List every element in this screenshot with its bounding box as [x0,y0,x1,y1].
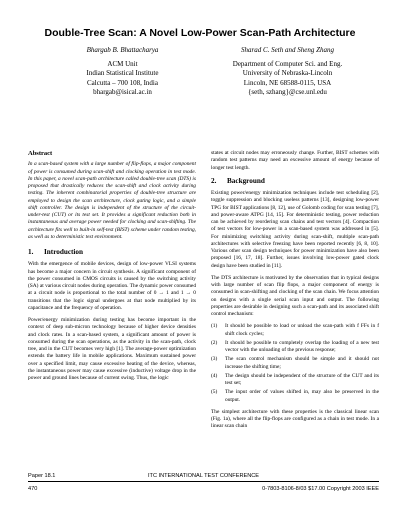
paper-title: Double-Tree Scan: A Novel Low-Power Scan-Path Architecture [44,27,356,39]
background-paragraph-2: The DTS architecture is motivated by the observation that in typical designs with large number of scan flip flops, a major component of energy is consumed in scan-shifting and clocking of the scan chain. We focus attention on designs with a single serial scan input and output. The following properties are desirable in designing such a scan-path and its associated shift control mechanism: [211,274,379,317]
background-paragraph-1: Existing power/energy minimization techniques include test scheduling [2], toggle suppression and blocking useless patterns [13], designing low-power TPG for BIST applications [8, 12], use of Golomb coding for scan testing [7], and power-aware ATPG [14, 15]. For deterministic testing, power reduction can be achieved by reordering scan chains and test vectors [4]. Compaction of test vectors for low-power in a scan-based system was addressed in [5]. For minimizing switching activity during scan-shift, multiple scan-path architectures with selective freezing have been reported recently [6, 8, 10]. Various other scan design techniques for power minimization have also been proposed [16, 17, 18]. Further, issues involving low-power gated clock design have been studied in [11]. [211,190,379,269]
background-number: 2. [211,176,217,185]
author-1-institute: Indian Statistical Institute [86,69,159,77]
footer-rule [28,481,379,482]
author-1-email: bhargab@isical.ac.in [93,88,152,96]
intro-paragraph-1: With the emergence of mobile devices, design of low-power VLSI systems has become a major concern in circuit synthesis. A significant component of the power consumed in CMOS circuits is caused by the switching activity (SA) at various circuit nodes during operation. The dynamic power consumed at a circuit node is proportional to the total number of 0 → 1 and 1 → 0 transitions that the logic signal undergoes at that node multiplied by its capacitance and the frequency of operation. [28,261,197,311]
list-item-number: (3) [211,356,218,363]
left-column [28,150,196,387]
conference-name: ITC INTERNATIONAL TEST CONFERENCE [147,473,260,479]
list-item [211,323,379,338]
intro-paragraph-2: Power/energy minimization during testing has become important in the context of deep sub-micron technology because of higher device densities and clock rates. In a scan-based system, a significant amount of power is consumed during the scan operations, as the activity in the scan-path, clock tree, and in the CUT becomes very high [1]. The average-power optimization extends the battery life in mobile applications. Maximum sustained power over a specified limit, may cause excessive heating of the device, whereas, the instantaneous power may cause excessive (inductive) voltage drop in the power and ground lines because of current swing. Thus, the logic [28,317,196,381]
list-item-number: (2) [211,339,218,346]
copyright-notice: 0-7803-8106-8/03 $17.00 Copyright 2003 IEEE [262,486,379,492]
author-1-address: Calcutta – 700 108, India [87,78,158,87]
abstract-heading: Abstract [28,150,53,157]
intro-heading [28,249,196,256]
intro-title: Introduction [44,248,84,256]
list-item [211,373,379,388]
author-2-institute: University of Nebraska-Lincoln [242,69,333,77]
abstract-text: In a scan-based system with a large number of flip-flops, a major component of power is consumed during scan-shift and clocking operation in test mode. In this paper, a novel scan-path architecture called double-tree scan (DTS) is proposed that drastically reduces the scan-shift and clock activity during testing. The inherent combinatorial properties of double-tree structure are employed to design the scan architecture, clock gating logic, and a simple shift controller. The design is independent of the structure of the circuit-under-test (CUT) or its test set. It provides a significant reduction both in instantaneous and average power needed for clocking and scan-shifting. The architecture fits well to built-in self-test (BIST) scheme under random testing, as well as to deterministic test environment. [28,161,196,240]
author-1 [40,46,205,98]
list-item-text: The input order of values shifted in, may also be preserved in the output. [225,389,379,403]
list-item [211,356,379,371]
page-number: 470 [28,486,38,492]
list-item-number: (5) [211,389,218,396]
list-item-number: (4) [211,372,218,379]
author-2-address: Lincoln, NE 68588-0115, USA [243,78,332,87]
author-1-affiliation: ACM Unit [107,59,138,68]
background-heading [211,178,379,185]
author-1-name: Bhargab B. Bhattacharya [86,46,159,54]
list-item-text: It should be possible to load or unload the scan-path with f FFs in f shift clock cycles; [225,323,379,337]
author-2 [200,46,375,98]
intro-number: 1. [28,248,34,256]
author-2-affiliation: Department of Computer Sci. and Eng. [232,59,343,68]
list-item-number: (1) [211,323,218,330]
property-list [211,323,379,404]
paper-number: Paper 18.1 [28,473,56,479]
author-2-email: {seth, szhang}@cse.unl.edu [248,88,327,96]
list-item [211,389,379,404]
background-title: Background [227,176,265,185]
list-item-text: It should be possible to completely overlap the loading of a new test vector with the unloading of the previous response; [225,339,379,353]
right-paragraph-0: states at circuit nodes may erroneously change. Further, BIST schemes with random test patterns may need an excessive amount of energy because of longer test length. [211,150,379,171]
list-item-text: The scan control mechanism should be simple and it should not increase the shifting time; [225,356,379,370]
list-item [211,340,379,355]
list-item-text: The design should be independent of the structure of the CUT and its test set; [225,372,379,386]
author-2-name: Sharad C. Seth and Sheng Zhang [241,46,334,54]
right-column [211,150,379,436]
background-paragraph-3: The simplest architecture with these properties is the classical linear scan (Fig. 1a), where all the flip-flops are configured as a chain in test mode. In a linear scan chain [211,408,379,430]
